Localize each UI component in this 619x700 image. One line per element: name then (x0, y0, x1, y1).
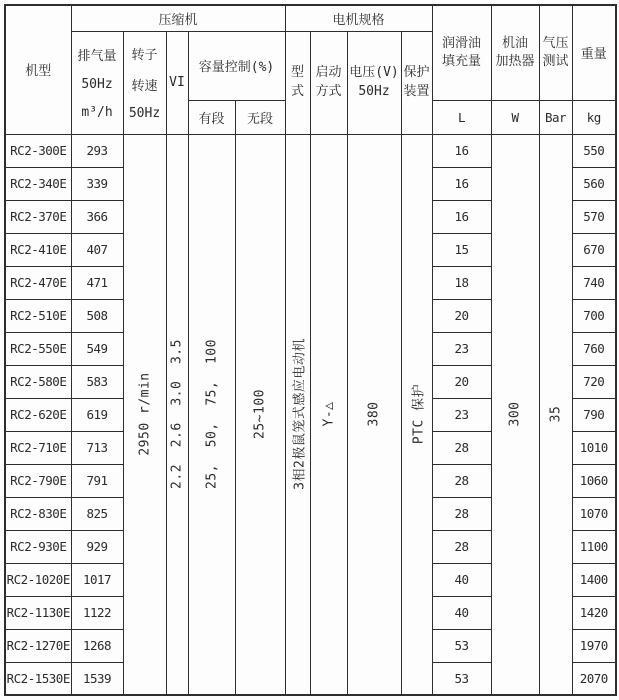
vi-values: 2.2 2.6 3.0 3.5 (166, 134, 188, 695)
displacement-cell: 1122 (71, 596, 123, 629)
model-cell: RC2-370E (5, 200, 71, 233)
oil-charge-cell: 28 (432, 464, 491, 497)
displacement-cell: 1539 (71, 662, 123, 695)
col-header-rotor-speed: 转子 转速 50Hz (123, 31, 166, 134)
stepless-capacity-value: 25~100 (235, 134, 285, 695)
col-header-stepped: 有段 (188, 100, 235, 134)
group-header-compressor: 压缩机 (71, 5, 285, 31)
col-header-model: 机型 (5, 5, 71, 134)
header-band-top (5, 5, 616, 31)
weight-cell: 2070 (572, 662, 616, 695)
start-mode-value: Y-△ (310, 134, 347, 695)
col-header-displacement: 排气量 50Hz m³/h (71, 31, 123, 134)
displacement-cell: 549 (71, 332, 123, 365)
weight-cell: 560 (572, 167, 616, 200)
model-cell: RC2-1020E (5, 563, 71, 596)
model-cell: RC2-620E (5, 398, 71, 431)
col-header-oil-charge: 润滑油 填充量 (432, 5, 491, 100)
unit-oil-charge: L (432, 100, 491, 134)
voltage-value: 380 (347, 134, 401, 695)
col-header-start-mode: 启动 方式 (310, 31, 347, 134)
model-cell: RC2-930E (5, 530, 71, 563)
oil-charge-cell: 23 (432, 398, 491, 431)
unit-pressure-test: Bar (539, 100, 572, 134)
displacement-cell: 619 (71, 398, 123, 431)
displacement-cell: 791 (71, 464, 123, 497)
model-cell: RC2-1270E (5, 629, 71, 662)
oil-charge-cell: 40 (432, 596, 491, 629)
col-header-vi: VI (166, 31, 188, 134)
oil-charge-cell: 16 (432, 167, 491, 200)
col-header-capacity-control: 容量控制(%) (188, 31, 285, 100)
model-cell: RC2-470E (5, 266, 71, 299)
col-header-pressure-test: 气压 测试 (539, 5, 572, 100)
col-header-motor-type: 型 式 (285, 31, 310, 134)
weight-cell: 670 (572, 233, 616, 266)
col-header-weight: 重量 (572, 5, 616, 100)
group-header-motor-spec: 电机规格 (285, 5, 432, 31)
oil-charge-cell: 16 (432, 134, 491, 167)
weight-cell: 1420 (572, 596, 616, 629)
col-header-voltage: 电压(V) 50Hz (347, 31, 401, 134)
displacement-cell: 583 (71, 365, 123, 398)
unit-oil-heater: W (491, 100, 539, 134)
oil-charge-cell: 15 (432, 233, 491, 266)
motor-type-value: 3相2极鼠笼式感应电动机 (285, 134, 310, 695)
model-cell: RC2-790E (5, 464, 71, 497)
compressor-spec-table (4, 4, 617, 696)
oil-charge-cell: 23 (432, 332, 491, 365)
oil-heater-value: 300 (491, 134, 539, 695)
weight-cell: 570 (572, 200, 616, 233)
displacement-cell: 339 (71, 167, 123, 200)
oil-charge-cell: 53 (432, 662, 491, 695)
weight-cell: 1010 (572, 431, 616, 464)
weight-cell: 550 (572, 134, 616, 167)
weight-cell: 700 (572, 299, 616, 332)
weight-cell: 740 (572, 266, 616, 299)
pressure-test-value: 35 (539, 134, 572, 695)
col-header-stepless: 无段 (235, 100, 285, 134)
displacement-cell: 1017 (71, 563, 123, 596)
oil-charge-cell: 18 (432, 266, 491, 299)
protection-value: PTC 保护 (401, 134, 432, 695)
displacement-cell: 471 (71, 266, 123, 299)
model-cell: RC2-340E (5, 167, 71, 200)
oil-charge-cell: 28 (432, 530, 491, 563)
model-cell: RC2-830E (5, 497, 71, 530)
stepped-capacity-values: 25, 50, 75, 100 (188, 134, 235, 695)
oil-charge-cell: 28 (432, 431, 491, 464)
unit-weight: kg (572, 100, 616, 134)
oil-charge-cell: 16 (432, 200, 491, 233)
displacement-cell: 407 (71, 233, 123, 266)
oil-charge-cell: 40 (432, 563, 491, 596)
oil-charge-cell: 20 (432, 365, 491, 398)
displacement-cell: 713 (71, 431, 123, 464)
oil-charge-cell: 53 (432, 629, 491, 662)
col-header-protection: 保护 装置 (401, 31, 432, 134)
displacement-cell: 825 (71, 497, 123, 530)
weight-cell: 760 (572, 332, 616, 365)
weight-cell: 1070 (572, 497, 616, 530)
model-cell: RC2-300E (5, 134, 71, 167)
oil-charge-cell: 20 (432, 299, 491, 332)
model-cell: RC2-1130E (5, 596, 71, 629)
displacement-cell: 293 (71, 134, 123, 167)
displacement-cell: 1268 (71, 629, 123, 662)
table-row (5, 134, 616, 167)
weight-cell: 1970 (572, 629, 616, 662)
weight-cell: 720 (572, 365, 616, 398)
displacement-cell: 366 (71, 200, 123, 233)
displacement-cell: 508 (71, 299, 123, 332)
model-cell: RC2-550E (5, 332, 71, 365)
weight-cell: 1060 (572, 464, 616, 497)
rotor-speed-value: 2950 r/min (123, 134, 166, 695)
weight-cell: 1100 (572, 530, 616, 563)
col-header-oil-heater: 机油 加热器 (491, 5, 539, 100)
weight-cell: 1400 (572, 563, 616, 596)
model-cell: RC2-580E (5, 365, 71, 398)
weight-cell: 790 (572, 398, 616, 431)
model-cell: RC2-510E (5, 299, 71, 332)
model-cell: RC2-710E (5, 431, 71, 464)
model-cell: RC2-1530E (5, 662, 71, 695)
model-cell: RC2-410E (5, 233, 71, 266)
oil-charge-cell: 28 (432, 497, 491, 530)
displacement-cell: 929 (71, 530, 123, 563)
